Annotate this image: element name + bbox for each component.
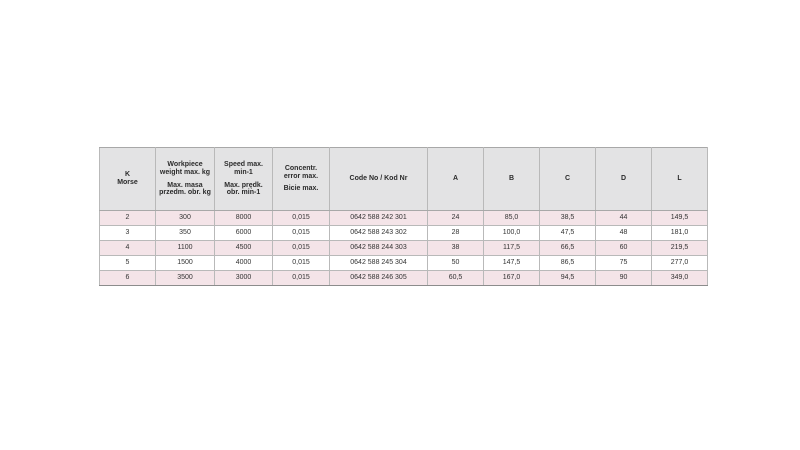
cell-b: 147,5	[484, 256, 540, 271]
cell-d: 60	[596, 241, 652, 256]
table-row	[100, 271, 708, 286]
cell-l: 149,5	[652, 211, 708, 226]
cell-d: 90	[596, 271, 652, 286]
cell-concentr: 0,015	[273, 256, 330, 271]
header-a: A	[428, 148, 484, 211]
cell-a: 24	[428, 211, 484, 226]
cell-d: 48	[596, 226, 652, 241]
header-b: B	[484, 148, 540, 211]
header-concentr-line2: error max.	[283, 172, 319, 180]
cell-speed: 3000	[215, 271, 273, 286]
cell-d: 75	[596, 256, 652, 271]
cell-speed: 8000	[215, 211, 273, 226]
cell-d: 44	[596, 211, 652, 226]
cell-l: 277,0	[652, 256, 708, 271]
cell-weight: 1100	[156, 241, 215, 256]
cell-l: 349,0	[652, 271, 708, 286]
header-c: C	[540, 148, 596, 211]
cell-a: 28	[428, 226, 484, 241]
header-speed-max	[215, 148, 273, 211]
cell-c: 94,5	[540, 271, 596, 286]
cell-concentr: 0,015	[273, 271, 330, 286]
cell-k: 3	[100, 226, 156, 241]
cell-speed: 4000	[215, 256, 273, 271]
header-code-no: Code No / Kod Nr	[330, 148, 428, 211]
cell-k: 6	[100, 271, 156, 286]
cell-b: 85,0	[484, 211, 540, 226]
cell-concentr: 0,015	[273, 226, 330, 241]
header-workpiece-line2: weight max. kg	[159, 168, 211, 176]
header-speed-line1: Speed max.	[224, 161, 263, 169]
header-row	[100, 148, 708, 211]
cell-speed: 4500	[215, 241, 273, 256]
header-workpiece-weight	[156, 148, 215, 211]
header-l: L	[652, 148, 708, 211]
cell-l: 181,0	[652, 226, 708, 241]
cell-b: 167,0	[484, 271, 540, 286]
header-k-morse	[100, 148, 156, 211]
cell-weight: 1500	[156, 256, 215, 271]
header-workpiece-line4: przedm. obr. kg	[159, 189, 211, 197]
table-row	[100, 241, 708, 256]
spec-table	[99, 147, 708, 286]
header-concentr-line1: Concentr.	[284, 164, 318, 172]
cell-k: 2	[100, 211, 156, 226]
cell-k: 4	[100, 241, 156, 256]
header-d: D	[596, 148, 652, 211]
cell-code: 0642 588 243 302	[330, 226, 428, 241]
header-speed-line4: obr. min-1	[226, 189, 261, 197]
cell-a: 50	[428, 256, 484, 271]
cell-a: 60,5	[428, 271, 484, 286]
header-speed-line2: min-1	[234, 168, 253, 176]
cell-code: 0642 588 245 304	[330, 256, 428, 271]
cell-weight: 350	[156, 226, 215, 241]
cell-k: 5	[100, 256, 156, 271]
header-k-line2: Morse	[117, 179, 138, 186]
cell-b: 117,5	[484, 241, 540, 256]
header-concentr-line3: Bicie max.	[283, 185, 319, 193]
table-body	[100, 211, 708, 286]
header-speed-line3: Max. prędk.	[224, 181, 263, 189]
header-workpiece-line3: Max. masa	[167, 181, 203, 189]
cell-speed: 6000	[215, 226, 273, 241]
cell-concentr: 0,015	[273, 241, 330, 256]
cell-c: 86,5	[540, 256, 596, 271]
cell-weight: 300	[156, 211, 215, 226]
cell-c: 47,5	[540, 226, 596, 241]
cell-c: 66,5	[540, 241, 596, 256]
cell-l: 219,5	[652, 241, 708, 256]
header-k-line1: K	[124, 171, 131, 179]
table-row	[100, 226, 708, 241]
cell-code: 0642 588 242 301	[330, 211, 428, 226]
cell-c: 38,5	[540, 211, 596, 226]
table-row	[100, 256, 708, 271]
cell-b: 100,0	[484, 226, 540, 241]
header-concentricity-error	[273, 148, 330, 211]
cell-weight: 3500	[156, 271, 215, 286]
cell-concentr: 0,015	[273, 211, 330, 226]
cell-code: 0642 588 246 305	[330, 271, 428, 286]
cell-a: 38	[428, 241, 484, 256]
cell-code: 0642 588 244 303	[330, 241, 428, 256]
header-workpiece-line1: Workpiece	[167, 161, 203, 169]
table-row	[100, 211, 708, 226]
